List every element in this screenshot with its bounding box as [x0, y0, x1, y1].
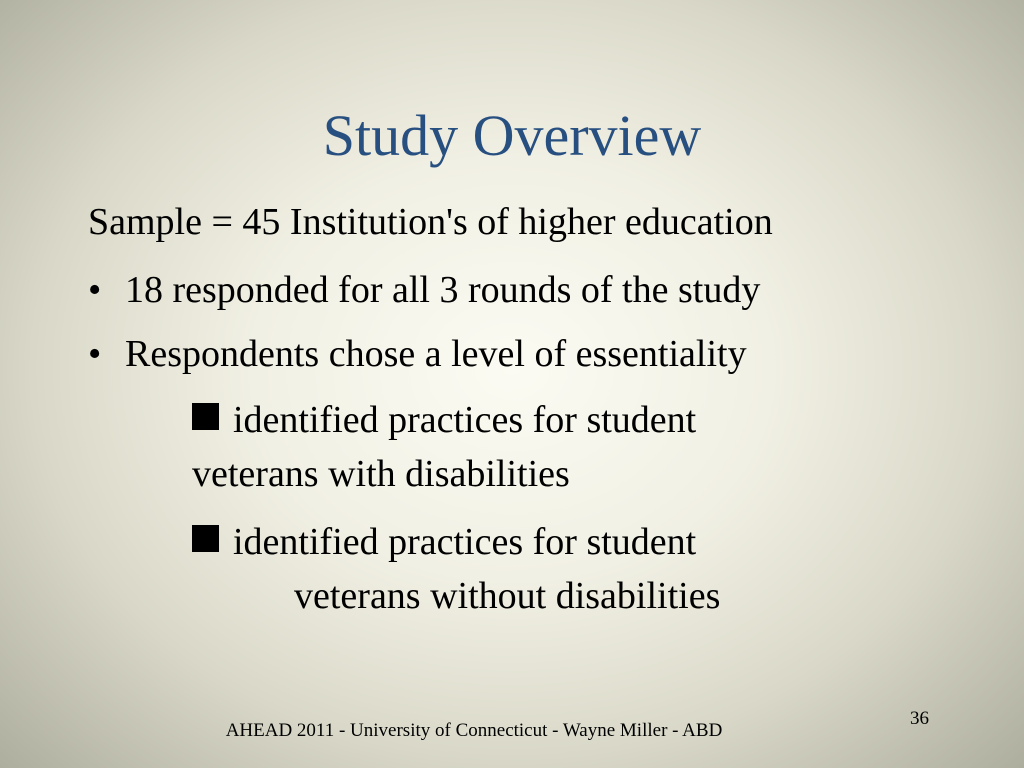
- square-item-line1: identified practices for student: [233, 399, 697, 441]
- black-square-icon: [192, 525, 219, 552]
- square-item-with-disabilities: [192, 398, 696, 442]
- square-item-without-disabilities-cont: veterans without disabilities: [294, 575, 721, 617]
- square-item-without-disabilities: [192, 520, 696, 564]
- square-item-line1: identified practices for student: [233, 521, 697, 563]
- slide-title: Study Overview: [322, 103, 702, 168]
- bullet-item-label: 18 responded for all 3 rounds of the study: [125, 269, 761, 311]
- bullet-dot-icon: •: [88, 269, 102, 311]
- bullet-dot-icon: •: [88, 333, 102, 375]
- bullet-item-label: Respondents chose a level of essentiality: [125, 333, 747, 375]
- bullet-item-responded: [88, 268, 760, 312]
- bullet-item-essentiality: [88, 332, 747, 376]
- slide-footer: AHEAD 2011 - University of Connecticut - Wayne Miller - ABD: [225, 720, 723, 741]
- square-item-with-disabilities-cont: veterans with disabilities: [192, 453, 570, 495]
- page-number: 36: [910, 708, 929, 729]
- sample-line: Sample = 45 Institution's of higher education: [88, 201, 773, 243]
- black-square-icon: [192, 403, 219, 430]
